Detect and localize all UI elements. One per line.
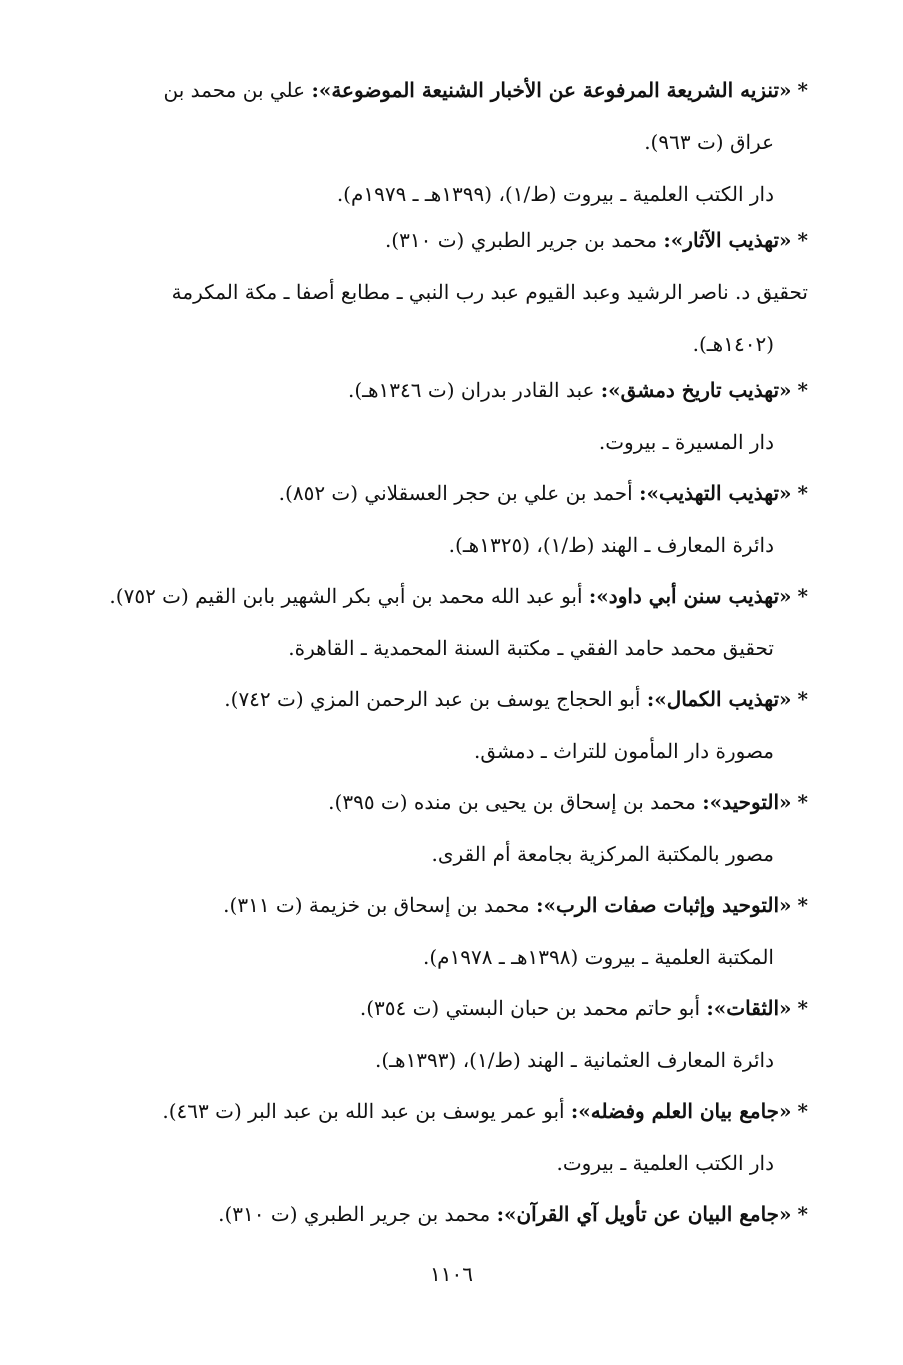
entry-title: «تنزيه الشريعة المرفوعة عن الأخبار الشنيعة الموضوعة»:: [311, 78, 792, 102]
entry-publication: دائرة المعارف ـ الهند (ط/١)، (١٣٢٥هـ).: [448, 533, 774, 557]
entry-title: «جامع بيان العلم وفضله»:: [570, 1099, 792, 1123]
entry-title: «جامع البيان عن تأويل آي القرآن»:: [496, 1202, 792, 1226]
entry-author: علي بن محمد بن: [163, 78, 306, 102]
entry-publication: المكتبة العلمية ـ بيروت (١٣٩٨هـ ـ ١٩٧٨م).: [423, 945, 774, 969]
entry-author: محمد بن إسحاق بن خزيمة (ت ٣١١).: [223, 893, 530, 917]
entry-publication: دار المسيرة ـ بيروت.: [598, 430, 774, 454]
entry-author: أبو عمر يوسف بن عبد الله بن عبد البر (ت ٤٦٣).: [162, 1099, 565, 1123]
bibliography-entry: [60, 782, 808, 886]
entry-publication: تحقيق د. ناصر الرشيد وعبد القيوم عبد رب النبي ـ مطابع أصفا ـ مكة المكرمة: [171, 280, 808, 304]
asterisk-bullet: *: [797, 687, 808, 711]
entry-title: «التوحيد وإثبات صفات الرب»:: [536, 893, 792, 917]
entry-publication: تحقيق محمد حامد الفقي ـ مكتبة السنة المحمدية ـ القاهرة.: [288, 636, 774, 660]
bibliography-entry: [60, 988, 808, 1092]
bibliography-entry: [60, 679, 808, 783]
entry-author-continuation: عراق (ت ٩٦٣).: [644, 130, 774, 154]
bibliography-entry: [60, 473, 808, 577]
page-number: ١١٠٦: [430, 1262, 473, 1286]
asterisk-bullet: *: [797, 996, 808, 1020]
entry-publication: دار الكتب العلمية ـ بيروت.: [556, 1151, 774, 1175]
asterisk-bullet: *: [797, 228, 808, 252]
entry-author: أبو حاتم محمد بن حبان البستي (ت ٣٥٤).: [359, 996, 701, 1020]
bibliography-entry: [60, 885, 808, 989]
entry-publication: مصورة دار المأمون للتراث ـ دمشق.: [474, 739, 774, 763]
entry-heading: [60, 220, 808, 272]
entry-heading: [60, 885, 808, 937]
entry-heading: [60, 70, 808, 122]
entry-author: محمد بن إسحاق بن يحيى بن منده (ت ٣٩٥).: [328, 790, 696, 814]
bibliography-entry: [60, 70, 808, 226]
bibliography-entry: [60, 1194, 808, 1246]
entry-heading: [60, 782, 808, 834]
asterisk-bullet: *: [797, 78, 808, 102]
bibliography-entry: [60, 576, 808, 680]
asterisk-bullet: *: [797, 481, 808, 505]
entry-heading: [60, 1091, 808, 1143]
entry-title: «تهذيب تاريخ دمشق»:: [600, 378, 792, 402]
asterisk-bullet: *: [797, 790, 808, 814]
entry-author: أبو الحجاج يوسف بن عبد الرحمن المزي (ت ٧٤٢).: [224, 687, 641, 711]
entry-author: محمد بن جرير الطبري (ت ٣١٠).: [218, 1202, 491, 1226]
entry-author: أبو عبد الله محمد بن أبي بكر الشهير بابن القيم (ت ٧٥٢).: [109, 584, 583, 608]
entry-title: «تهذيب الآثار»:: [663, 228, 792, 252]
asterisk-bullet: *: [797, 1099, 808, 1123]
entry-publication-continuation: (١٤٠٢هـ).: [692, 332, 774, 356]
bibliography-entry: [60, 370, 808, 474]
asterisk-bullet: *: [797, 584, 808, 608]
entry-author: أحمد بن علي بن حجر العسقلاني (ت ٨٥٢).: [278, 481, 633, 505]
entry-heading: [60, 988, 808, 1040]
entry-publication: مصور بالمكتبة المركزية بجامعة أم القرى.: [431, 842, 774, 866]
entry-title: «تهذيب الكمال»:: [646, 687, 792, 711]
entry-title: «الثقات»:: [706, 996, 792, 1020]
entry-publication: دائرة المعارف العثمانية ـ الهند (ط/١)، (١٣٩٣هـ).: [374, 1048, 774, 1072]
entry-title: «تهذيب سنن أبي داود»:: [588, 584, 792, 608]
entry-heading: [60, 679, 808, 731]
entry-author: عبد القادر بدران (ت ١٣٤٦هـ).: [347, 378, 595, 402]
entry-heading: [60, 1194, 808, 1246]
entry-heading: [60, 473, 808, 525]
entry-heading: [60, 576, 808, 628]
asterisk-bullet: *: [797, 378, 808, 402]
entry-author: محمد بن جرير الطبري (ت ٣١٠).: [384, 228, 658, 252]
entry-heading: [60, 370, 808, 422]
asterisk-bullet: *: [797, 1202, 808, 1226]
bibliography-entry: [60, 220, 808, 376]
entry-publication: دار الكتب العلمية ـ بيروت (ط/١)، (١٣٩٩هـ ـ ١٩٧٩م).: [336, 182, 774, 206]
entry-title: «تهذيب التهذيب»:: [639, 481, 792, 505]
entry-title: «التوحيد»:: [702, 790, 792, 814]
asterisk-bullet: *: [797, 893, 808, 917]
bibliography-entry: [60, 1091, 808, 1195]
